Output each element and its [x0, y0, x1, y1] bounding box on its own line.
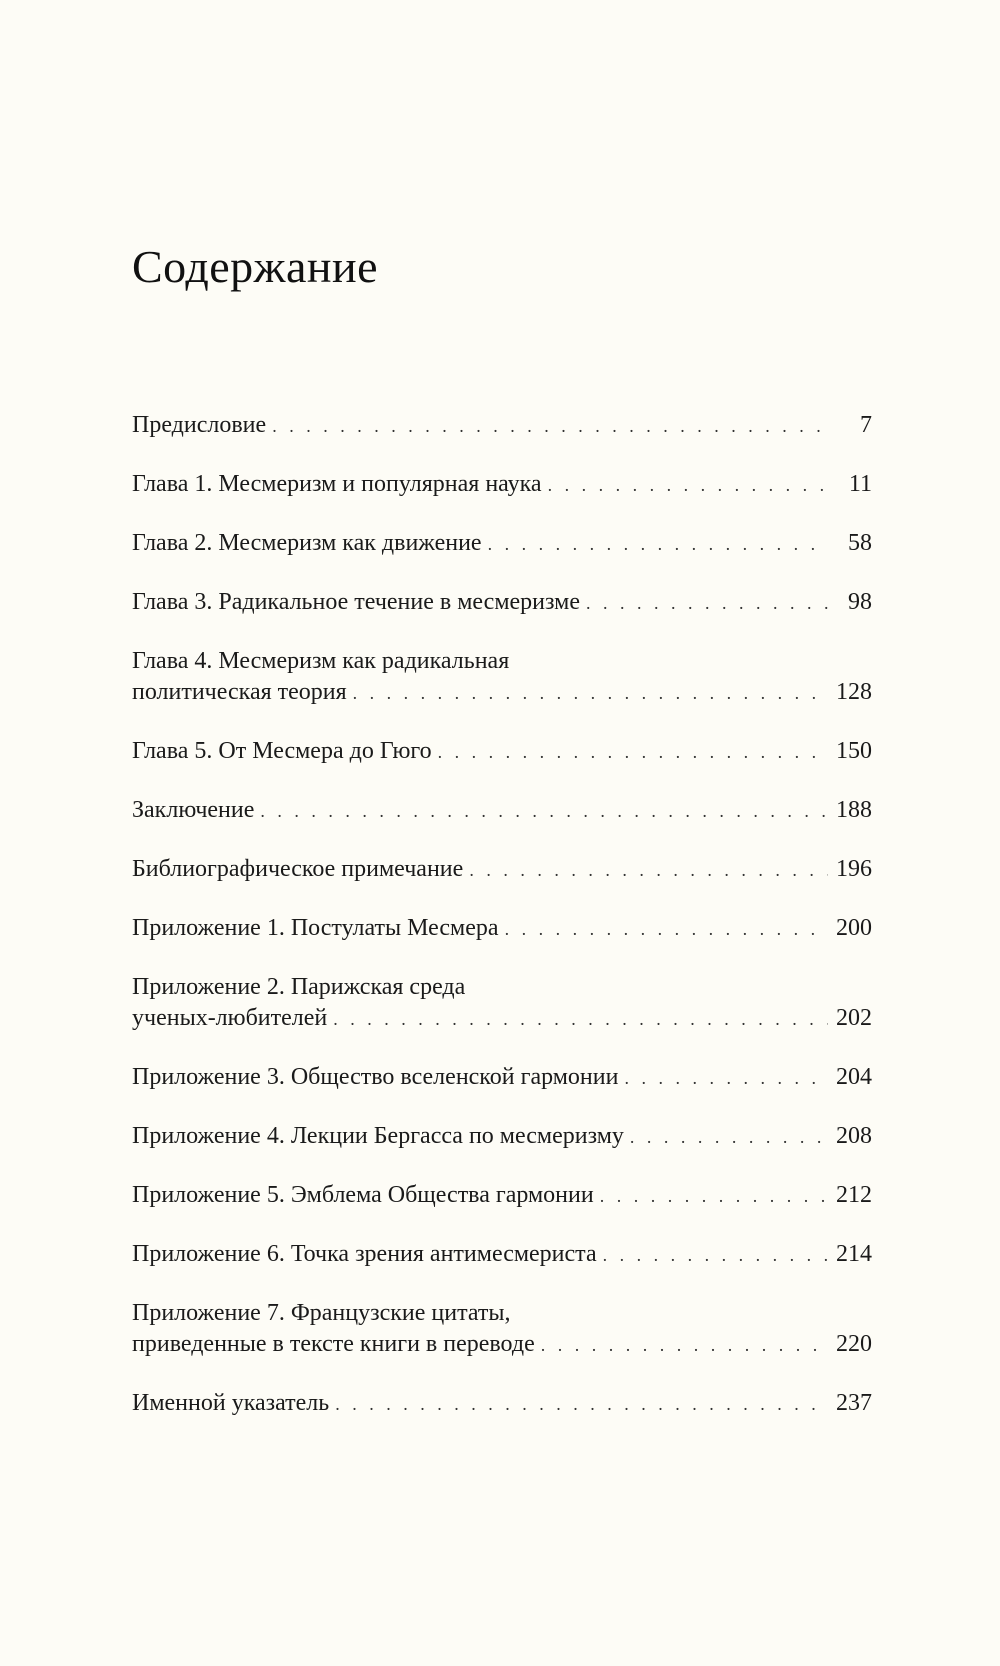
- dot-leader: [505, 914, 828, 945]
- toc-entry-title: Глава 1. Месмеризм и популярная наука: [132, 471, 542, 497]
- toc-entry: [132, 736, 872, 768]
- toc-entry-title: Глава 3. Радикальное течение в месмеризме: [132, 589, 580, 615]
- dot-leader: [548, 470, 828, 501]
- toc-entry: [132, 410, 872, 442]
- dot-leader: [333, 1004, 828, 1035]
- toc-page-number: 196: [836, 856, 872, 882]
- toc-entry-title-line-1: Приложение 2. Парижская среда: [132, 974, 466, 1000]
- toc-entry: [132, 469, 872, 501]
- toc-page-number: 220: [836, 1331, 872, 1357]
- toc-page-number: 150: [836, 738, 872, 764]
- dot-leader: [488, 529, 828, 560]
- toc-entry: [132, 1388, 872, 1420]
- toc-entry-title: Приложение 6. Точка зрения антимесмериста: [132, 1241, 597, 1267]
- toc-entry-title: Приложение 4. Лекции Бергасса по месмеризму: [132, 1123, 624, 1149]
- toc-entry-title-line-2: политическая теория: [132, 679, 347, 705]
- toc-page-number: 58: [848, 530, 872, 556]
- dot-leader: [586, 588, 828, 619]
- toc-entry-title-line-2: ученых-любителей: [132, 1005, 328, 1031]
- toc-entry-title: Именной указатель: [132, 1390, 330, 1416]
- toc-page-number: 204: [836, 1064, 872, 1090]
- toc-entry: [132, 1239, 872, 1271]
- toc-entry-title: Глава 2. Месмеризм как движение: [132, 530, 482, 556]
- toc-entry-title: Приложение 3. Общество вселенской гармонии: [132, 1064, 619, 1090]
- toc-page-number: 214: [836, 1241, 872, 1267]
- toc-entry-title: Приложение 5. Эмблема Общества гармонии: [132, 1182, 594, 1208]
- toc-entry: [132, 1298, 872, 1361]
- toc-entry: [132, 913, 872, 945]
- toc-entry-title: Заключение: [132, 797, 255, 823]
- dot-leader: [630, 1122, 828, 1153]
- page-title: Содержание: [132, 241, 379, 292]
- toc-page-number: 200: [836, 915, 872, 941]
- toc-entry: [132, 1180, 872, 1212]
- dot-leader: [624, 1063, 828, 1094]
- toc-entry-title-line-1: Глава 4. Месмеризм как радикальная: [132, 648, 510, 674]
- dot-leader: [600, 1181, 828, 1212]
- toc-page-number: 11: [848, 471, 872, 497]
- toc-entry: [132, 587, 872, 619]
- toc-entry-title: Приложение 1. Постулаты Месмера: [132, 915, 499, 941]
- toc-entry-title-line-2: приведенные в тексте книги в переводе: [132, 1331, 535, 1357]
- dot-leader: [353, 678, 828, 709]
- dot-leader: [603, 1240, 828, 1271]
- toc-entry-title: Глава 5. От Месмера до Гюго: [132, 738, 432, 764]
- dot-leader: [260, 796, 828, 827]
- dot-leader: [469, 855, 828, 886]
- toc-page-number: 128: [836, 679, 872, 705]
- toc-entry-title-line-1: Приложение 7. Французские цитаты,: [132, 1300, 511, 1326]
- toc-page-number: 237: [836, 1390, 872, 1416]
- dot-leader: [335, 1389, 828, 1420]
- toc-page-number: 202: [836, 1005, 872, 1031]
- table-of-contents: [132, 410, 872, 1447]
- toc-page-number: 98: [848, 589, 872, 615]
- toc-entry-title: Предисловие: [132, 412, 267, 438]
- toc-page-number: 212: [836, 1182, 872, 1208]
- toc-entry: [132, 795, 872, 827]
- toc-page-number: 7: [860, 412, 872, 438]
- toc-entry: [132, 528, 872, 560]
- dot-leader: [541, 1330, 828, 1361]
- toc-entry: [132, 1121, 872, 1153]
- toc-page-number: 188: [836, 797, 872, 823]
- dot-leader: [438, 737, 828, 768]
- toc-page-number: 208: [836, 1123, 872, 1149]
- toc-entry: [132, 646, 872, 709]
- toc-entry-title: Библиографическое примечание: [132, 856, 464, 882]
- toc-entry: [132, 1062, 872, 1094]
- toc-entry: [132, 854, 872, 886]
- toc-entry: [132, 972, 872, 1035]
- dot-leader: [272, 411, 828, 442]
